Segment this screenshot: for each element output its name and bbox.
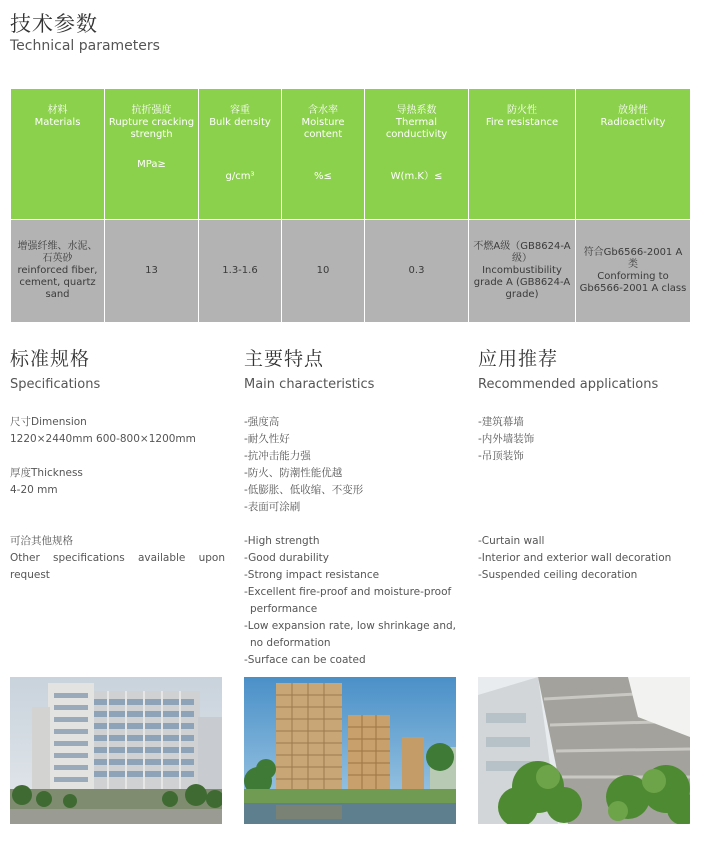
- other-specs-cn: 可洽其他规格: [10, 535, 73, 547]
- cell-radioactivity: 符合Gb6566-2001 A类 Conforming to Gb6566-2001 A class: [576, 220, 691, 323]
- dimension-value: 1220×2440mm 600-800×1200mm: [10, 433, 196, 445]
- list-item: -Interior and exterior wall decoration: [478, 552, 672, 564]
- list-item: -表面可涂刷: [244, 501, 301, 513]
- cell-fire-resistance: 不燃A级（GB8624-A级） Incombustibility grade A (GB8624-A grade): [469, 220, 576, 323]
- cell-materials: 增强纤维、水泥、石英砂 reinforced fiber, cement, quartz sand: [11, 220, 105, 323]
- other-specs-en: Other specifications available upon request: [10, 552, 225, 581]
- list-item: -内外墙装饰: [478, 433, 535, 445]
- office-building-photo: [10, 677, 222, 824]
- list-item: -High strength: [244, 535, 320, 547]
- applications-title-en: Recommended applications: [478, 377, 659, 392]
- table-row: [11, 220, 691, 323]
- thickness-value: 4-20 mm: [10, 484, 58, 496]
- technical-parameters-table: [10, 88, 691, 323]
- list-item: -抗冲击能力强: [244, 450, 311, 462]
- list-item: -吊顶装饰: [478, 450, 524, 462]
- cell-thermal-conductivity: 0.3: [365, 220, 469, 323]
- list-item: -建筑幕墙: [478, 416, 524, 428]
- specifications-title-en: Specifications: [10, 377, 101, 392]
- characteristics-title-en: Main characteristics: [244, 377, 375, 392]
- cell-moisture-content: 10: [282, 220, 365, 323]
- list-item: -Suspended ceiling decoration: [478, 569, 638, 581]
- header-bulk-density: 容重 Bulk density g/cm³: [199, 89, 282, 220]
- applications-title-cn: 应用推荐: [478, 348, 559, 370]
- waterfront-towers-photo: [244, 677, 456, 824]
- cell-rupture-strength: 13: [105, 220, 199, 323]
- specifications-section: [10, 344, 225, 584]
- list-item: -强度高: [244, 416, 280, 428]
- header-radioactivity: 放射性 Radioactivity: [576, 89, 691, 220]
- list-item: -耐久性好: [244, 433, 290, 445]
- header-thermal-conductivity: 导热系数 Thermal conductivity W(m.K）≤: [365, 89, 469, 220]
- section-title-cn: 技术参数: [10, 12, 98, 36]
- characteristics-section: [244, 344, 459, 669]
- list-item: -低膨胀、低收缩、不变形: [244, 484, 364, 496]
- list-item: -防火、防潮性能优越: [244, 467, 343, 479]
- characteristics-title-cn: 主要特点: [244, 348, 325, 370]
- list-item: -Strong impact resistance: [244, 569, 380, 581]
- header-fire-resistance: 防火性 Fire resistance: [469, 89, 576, 220]
- section-title-en: Technical parameters: [10, 38, 160, 54]
- list-item: -Good durability: [244, 552, 329, 564]
- list-item: -Low expansion rate, low shrinkage and, no deformation: [244, 620, 457, 649]
- dimension-label: 尺寸Dimension: [10, 416, 87, 428]
- header-materials: 材料 Materials: [11, 89, 105, 220]
- header-rupture-strength: 抗折强度 Rupture cracking strength MPa≥: [105, 89, 199, 220]
- thickness-label: 厚度Thickness: [10, 467, 83, 479]
- list-item: -Excellent fire-proof and moisture-proof performance: [244, 586, 452, 615]
- cell-bulk-density: 1.3-1.6: [199, 220, 282, 323]
- specifications-title-cn: 标准规格: [10, 348, 91, 370]
- header-moisture-content: 含水率 Moisture content %≤: [282, 89, 365, 220]
- facade-with-trees-photo: [478, 677, 690, 824]
- list-item: -Curtain wall: [478, 535, 545, 547]
- list-item: -Surface can be coated: [244, 654, 366, 666]
- applications-section: [478, 344, 693, 584]
- table-header-row: [11, 89, 691, 220]
